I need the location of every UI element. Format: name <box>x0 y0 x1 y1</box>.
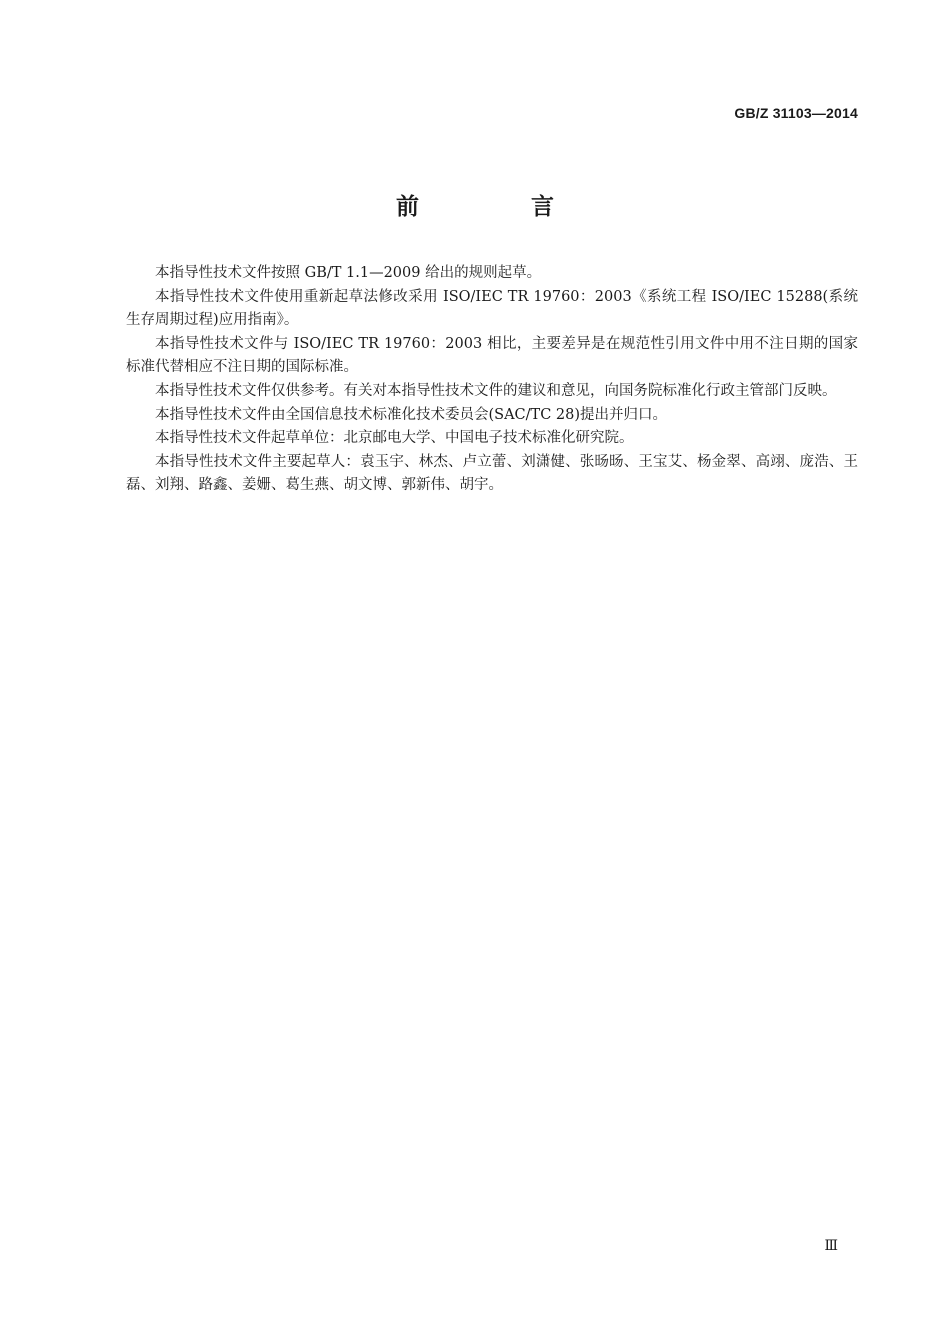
paragraph-adoption: 本指导性技术文件使用重新起草法修改采用 ISO/IEC TR 19760：2003《系统工程 ISO/IEC 15288(系统生存周期过程)应用指南》。 <box>126 288 858 329</box>
paragraph-differences: 本指导性技术文件与 ISO/IEC TR 19760：2003 相比，主要差异是在规范性引用文件中用不注日期的国家标准代替相应不注日期的国际标准。 <box>126 335 858 376</box>
paragraph-committee: 本指导性技术文件由全国信息技术标准化技术委员会(SAC/TC 28)提出并归口。 <box>155 406 668 423</box>
paragraph-reference-only: 本指导性技术文件仅供参考。有关对本指导性技术文件的建议和意见，向国务院标准化行政主管部门反映。 <box>155 382 837 399</box>
foreword-body <box>126 262 858 498</box>
document-code: GB/Z 31103—2014 <box>734 105 858 121</box>
paragraph-drafting-rules: 本指导性技术文件按照 GB/T 1.1—2009 给出的规则起草。 <box>155 265 542 281</box>
page-number: Ⅲ <box>824 1238 838 1254</box>
paragraph-drafting-units: 本指导性技术文件起草单位：北京邮电大学、中国电子技术标准化研究院。 <box>155 430 634 447</box>
paragraph-drafters: 本指导性技术文件主要起草人：袁玉宇、林杰、卢立蕾、刘潇健、张旸旸、王宝艾、杨金翠、高翊、庞浩、王磊、刘翔、路鑫、姜姗、葛生燕、胡文博、郭新伟、胡宇。 <box>126 453 858 494</box>
page-title: 前 言 <box>395 194 606 220</box>
